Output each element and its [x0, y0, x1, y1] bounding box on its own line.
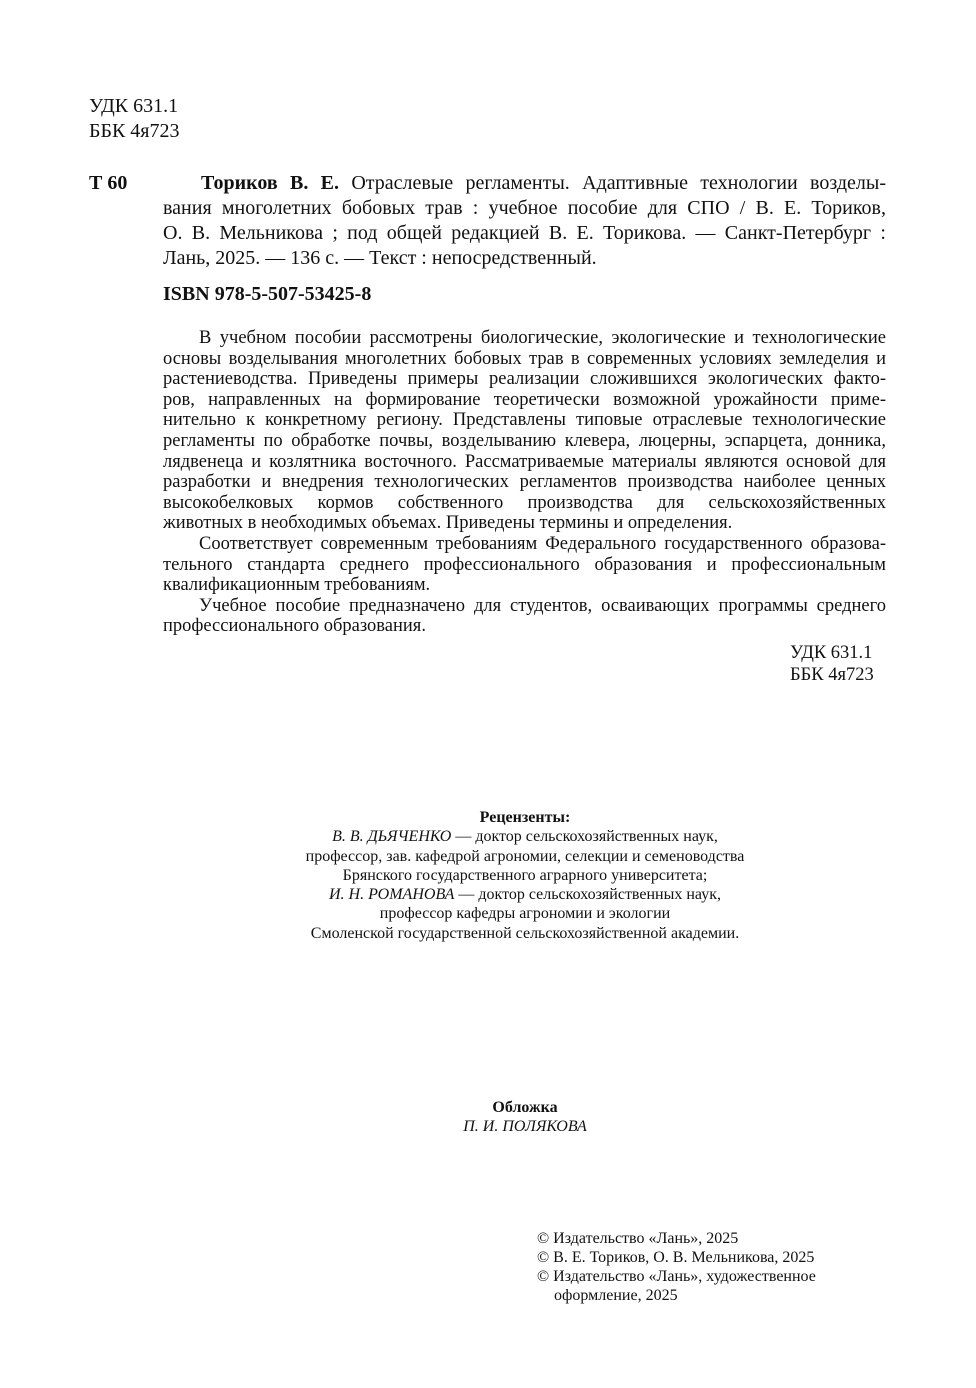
annotation-line: квалификационным требованиям. — [163, 575, 431, 596]
reviewer-2-name: И. Н. РОМАНОВА — [329, 886, 455, 904]
isbn: ISBN 978-5-507-53425-8 — [163, 283, 372, 305]
classification-codes-bottom — [790, 642, 874, 686]
annotation-paragraph-1 — [163, 328, 886, 534]
bib-line-1 — [163, 171, 886, 196]
reviewer-2-institution: Смоленской государственной сельскохозяйственной академии. — [310, 924, 740, 942]
annotation-line: высокобелковых кормов собственного производства для сельскохозяйственных — [163, 492, 886, 513]
reviewers-heading: Рецензенты: — [479, 809, 571, 826]
reviewer-1-name: В. В. ДЬЯЧЕНКО — [332, 828, 452, 846]
annotation-line: ров, направленных на формирование теоретически возможной урожайности приме- — [163, 389, 886, 410]
annotation-line: Соответствует современным требованиям Федерального государственного образова- — [199, 533, 886, 554]
annotation-line: животных в необходимых объемах. Приведены термины и определения. — [163, 513, 733, 534]
bib-author: Ториков В. Е. — [201, 172, 339, 194]
reviewer-1-position: профессор, зав. кафедрой агрономии, селекции и семеноводства — [305, 847, 745, 865]
annotation-line: разработки и внедрения технологических регламентов производства наиболее ценных — [163, 472, 886, 493]
annotation-line: В учебном пособии рассмотрены биологические, экологические и технологические — [199, 328, 886, 348]
reviewer-1-degree: — доктор сельскохозяйственных наук, — [451, 828, 718, 846]
annotation-line: нительно к конкретному региону. Представлены типовые отраслевые технологические — [163, 410, 886, 431]
annotation-line: основы возделывания многолетних бобовых трав в современных условиях земледелия и — [163, 348, 886, 369]
cover-credit — [380, 1098, 670, 1137]
cover-heading: Обложка — [492, 1099, 558, 1116]
classification-codes-top — [89, 94, 180, 144]
reviewers-block — [220, 808, 830, 943]
annotation-line: профессионального образования. — [163, 616, 426, 637]
bib-line-2: вания многолетних бобовых трав : учебное пособие для СПО / В. Е. Ториков, — [163, 197, 886, 219]
reviewer-2-line-1 — [220, 885, 830, 904]
bib-line-3: О. В. Мельникова ; под общей редакцией В. Е. Торикова. — Санкт-Петербург : — [163, 222, 886, 244]
annotation-paragraph-2 — [163, 534, 886, 596]
bbk-code: ББК 4я723 — [89, 120, 180, 142]
bbk-code-bottom: ББК 4я723 — [790, 665, 874, 685]
annotation-line: тельного стандарта среднего профессионального образования и профессиональным — [163, 554, 886, 575]
annotation-line: растениеводства. Приведены примеры реализации сложившихся экологических факто- — [163, 369, 886, 390]
annotation — [163, 328, 886, 637]
udk-code: УДК 631.1 — [89, 95, 179, 117]
bib-line-4: Лань, 2025. — 136 с. — Текст : непосредственный. — [163, 247, 597, 269]
copyright-line: © В. Е. Ториков, О. В. Мельникова, 2025 — [537, 1249, 815, 1266]
annotation-line: лядвенеца и козлятника восточного. Рассматриваемые материалы являются основой для — [163, 451, 886, 472]
copyright-block — [537, 1229, 816, 1305]
copyright-line: © Издательство «Лань», 2025 — [537, 1230, 739, 1247]
copyright-line: © Издательство «Лань», художественное — [537, 1268, 816, 1285]
udk-code-bottom: УДК 631.1 — [790, 643, 873, 663]
bib-title: Отраслевые регламенты. Адаптивные технологии возделы- — [339, 172, 886, 194]
catalog-mark: Т 60 — [89, 172, 128, 194]
reviewer-1-line-1 — [220, 827, 830, 846]
annotation-paragraph-3 — [163, 596, 886, 637]
copyright-line: оформление, 2025 — [554, 1287, 678, 1304]
reviewer-1-institution: Брянского государственного аграрного университета; — [342, 866, 708, 884]
bibliographic-entry — [163, 171, 886, 271]
annotation-line: регламенты по обработке почвы, возделыванию клевера, люцерны, эспарцета, донника, — [163, 430, 886, 451]
reviewer-2-position: профессор кафедры агрономии и экологии — [379, 905, 671, 923]
cover-designer-name: П. И. ПОЛЯКОВА — [463, 1118, 587, 1136]
reviewer-2-degree: — доктор сельскохозяйственных наук, — [454, 886, 721, 904]
annotation-line: Учебное пособие предназначено для студентов, осваивающих программы среднего — [199, 595, 886, 616]
